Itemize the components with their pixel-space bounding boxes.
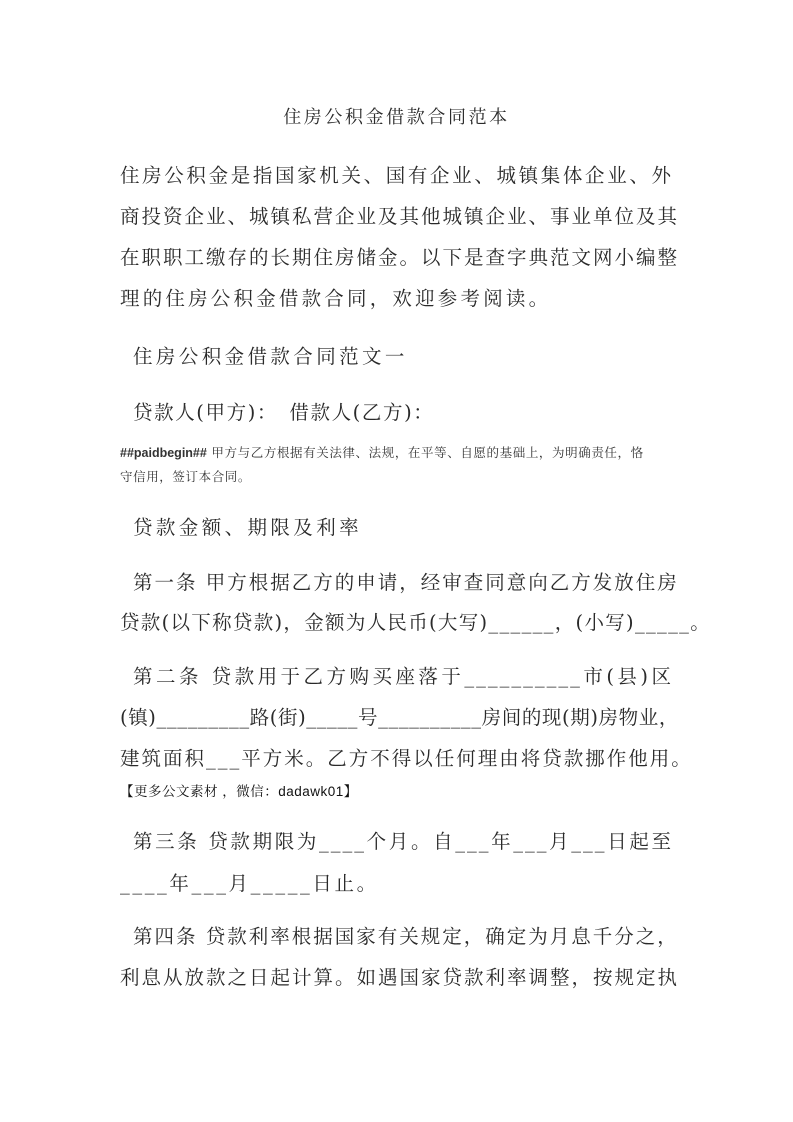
preamble-line-1 — [120, 443, 644, 461]
intro-line-2: 商投资企业、城镇私营企业及其他城镇企业、事业单位及其 — [120, 205, 680, 228]
article2-line-2: (镇)_________路(街)_____号__________房间的现(期)房物业， — [120, 706, 679, 729]
article1-line-1: 第一条 甲方根据乙方的申请，经审查同意向乙方发放住房 — [133, 571, 679, 594]
article1-line-2: 贷款(以下称贷款)，金额为人民币(大写)______，(小写)_____。 — [120, 611, 711, 634]
promo-line: 【更多公文素材 ，微信：dadawk01】 — [120, 784, 358, 799]
subheading: 贷款金额、期限及利率 — [133, 516, 363, 539]
intro-line-1: 住房公积金是指国家机关、国有企业、城镇集体企业、外 — [120, 164, 673, 187]
article3-line-2: ____年___月_____日止。 — [120, 872, 379, 895]
paid-marker: ##paidbegin## — [120, 446, 207, 460]
intro-line-3: 在职职工缴存的长期住房储金。以下是查字典范文网小编整 — [120, 246, 680, 269]
article2-line-1: 第二条 贷款用于乙方购买座落于__________市(县)区 — [133, 665, 673, 688]
preamble-text: 甲方与乙方根据有关法律、法规，在平等、自愿的基础上，为明确责任，恪 — [206, 445, 644, 460]
section-heading: 住房公积金借款合同范文一 — [133, 345, 408, 368]
intro-line-4: 理的住房公积金借款合同，欢迎参考阅读。 — [120, 287, 552, 310]
article2-line-3: 建筑面积___平方米。乙方不得以任何理由将贷款挪作他用。 — [120, 747, 693, 770]
article4-line-1: 第四条 贷款利率根据国家有关规定，确定为月息千分之， — [133, 925, 679, 948]
document-title: 住房公积金借款合同范本 — [283, 107, 510, 128]
preamble-line-2: 守信用，签订本合同。 — [120, 469, 252, 484]
parties-line: 贷款人(甲方)： 借款人(乙方)： — [133, 401, 435, 424]
article4-line-2: 利息从放款之日起计算。如遇国家贷款利率调整，按规定执 — [120, 966, 680, 989]
article3-line-1: 第三条 贷款期限为____个月。自___年___月___日起至 — [133, 830, 673, 853]
